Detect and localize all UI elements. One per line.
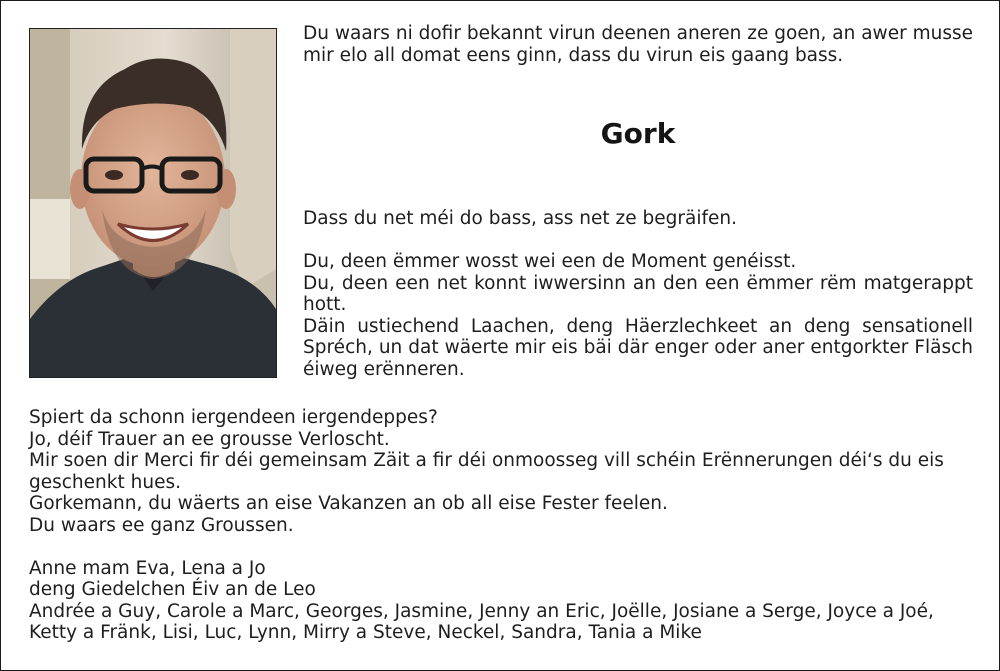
text-line: Däin ustiechend Laachen, deng Häerzlechkeet an deng sensationell Spréch, un dat wäerte mir eis bäi där enger oder aner entgorkter Fläsch éiweg erënneren. xyxy=(303,315,973,380)
text-line: Jo, déif Trauer an ee grousse Verloscht. xyxy=(29,428,390,450)
paragraph xyxy=(303,208,973,230)
text-line: Du waars ee ganz Groussen. xyxy=(29,514,294,536)
text-line: Du, deen een net konnt iwwersinn an den een ëmmer rëm matgerappt hott. xyxy=(303,272,973,315)
portrait-photo xyxy=(29,28,277,378)
paragraph xyxy=(29,407,969,536)
text-line: Ketty a Fränk, Lisi, Luc, Lynn, Mirry a Steve, Neckel, Sandra, Tania a Mike xyxy=(29,622,702,643)
text-line: Du, deen ëmmer wosst wei een de Moment genéisst. xyxy=(303,251,797,272)
text-line: Andrée a Guy, Carole a Marc, Georges, Jasmine, Jenny an Eric, Joëlle, Josiane a Serge, Joyce a Joé, xyxy=(29,600,934,622)
deceased-name: Gork xyxy=(600,117,676,150)
text-line: Anne mam Eva, Lena a Jo xyxy=(29,557,266,579)
mourners-list xyxy=(29,558,969,644)
paragraph xyxy=(303,251,973,380)
text-line: Dass du net méi do bass, ass net ze begräifen. xyxy=(303,208,737,229)
intro-text: Du waars ni dofir bekannt virun deenen aneren ze goen, an awer musse mir elo all domat eens ginn, dass du virun eis gaang bass. xyxy=(303,23,973,66)
bottom-text xyxy=(29,407,969,644)
text-line: Mir soen dir Merci fir déi gemeinsam Zäit a fir déi onmoosseg vill schéin Erënnerungen déi‘s du eis geschenkt hues. xyxy=(29,450,944,493)
right-column-text xyxy=(303,208,973,380)
text-line: Spiert da schonn iergendeen iergendeppes? xyxy=(29,407,438,428)
text-line: deng Giedelchen Éiv an de Leo xyxy=(29,579,316,600)
text-line: Gorkemann, du wäerts an eise Vakanzen an ob all eise Fester feelen. xyxy=(29,493,668,514)
